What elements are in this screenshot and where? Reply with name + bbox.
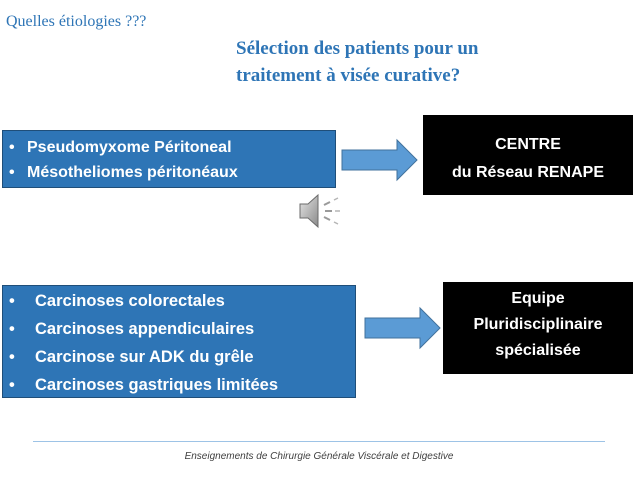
team-line-2: Pluridisciplinaire: [473, 316, 603, 333]
footer-text: Enseignements de Chirurgie Générale Viscérale et Digestive: [184, 451, 454, 462]
etiology-box-1: [2, 130, 336, 188]
list-item: • Carcinoses colorectales: [9, 287, 355, 315]
renape-center-box: [423, 115, 633, 195]
renape-line-1: CENTRE: [495, 136, 561, 153]
etiology-list-1: [9, 135, 335, 185]
title-line-2: traitement à visée curative?: [236, 65, 461, 86]
etiology-box-2: [2, 285, 356, 398]
etiology-list-2: [9, 287, 355, 399]
speaker-icon[interactable]: [298, 192, 342, 230]
footer-divider: [33, 441, 605, 442]
corner-title: Quelles étiologies ???: [6, 13, 147, 30]
specialized-team-box: [443, 282, 633, 374]
title-line-1: Sélection des patients pour un: [236, 38, 479, 59]
team-line-1: Equipe: [511, 290, 565, 307]
arrow-right-icon: [341, 138, 419, 182]
slide-title: [236, 35, 596, 89]
arrow-right-icon: [364, 306, 442, 350]
list-item: • Mésotheliomes péritonéaux: [9, 160, 335, 185]
renape-line-2: du Réseau RENAPE: [451, 164, 605, 181]
list-item: • Carcinose sur ADK du grêle: [9, 343, 355, 371]
list-item: • Carcinoses gastriques limitées: [9, 371, 355, 399]
list-item: • Carcinoses appendiculaires: [9, 315, 355, 343]
list-item: • Pseudomyxome Péritoneal: [9, 135, 335, 160]
team-line-3: spécialisée: [495, 342, 581, 359]
